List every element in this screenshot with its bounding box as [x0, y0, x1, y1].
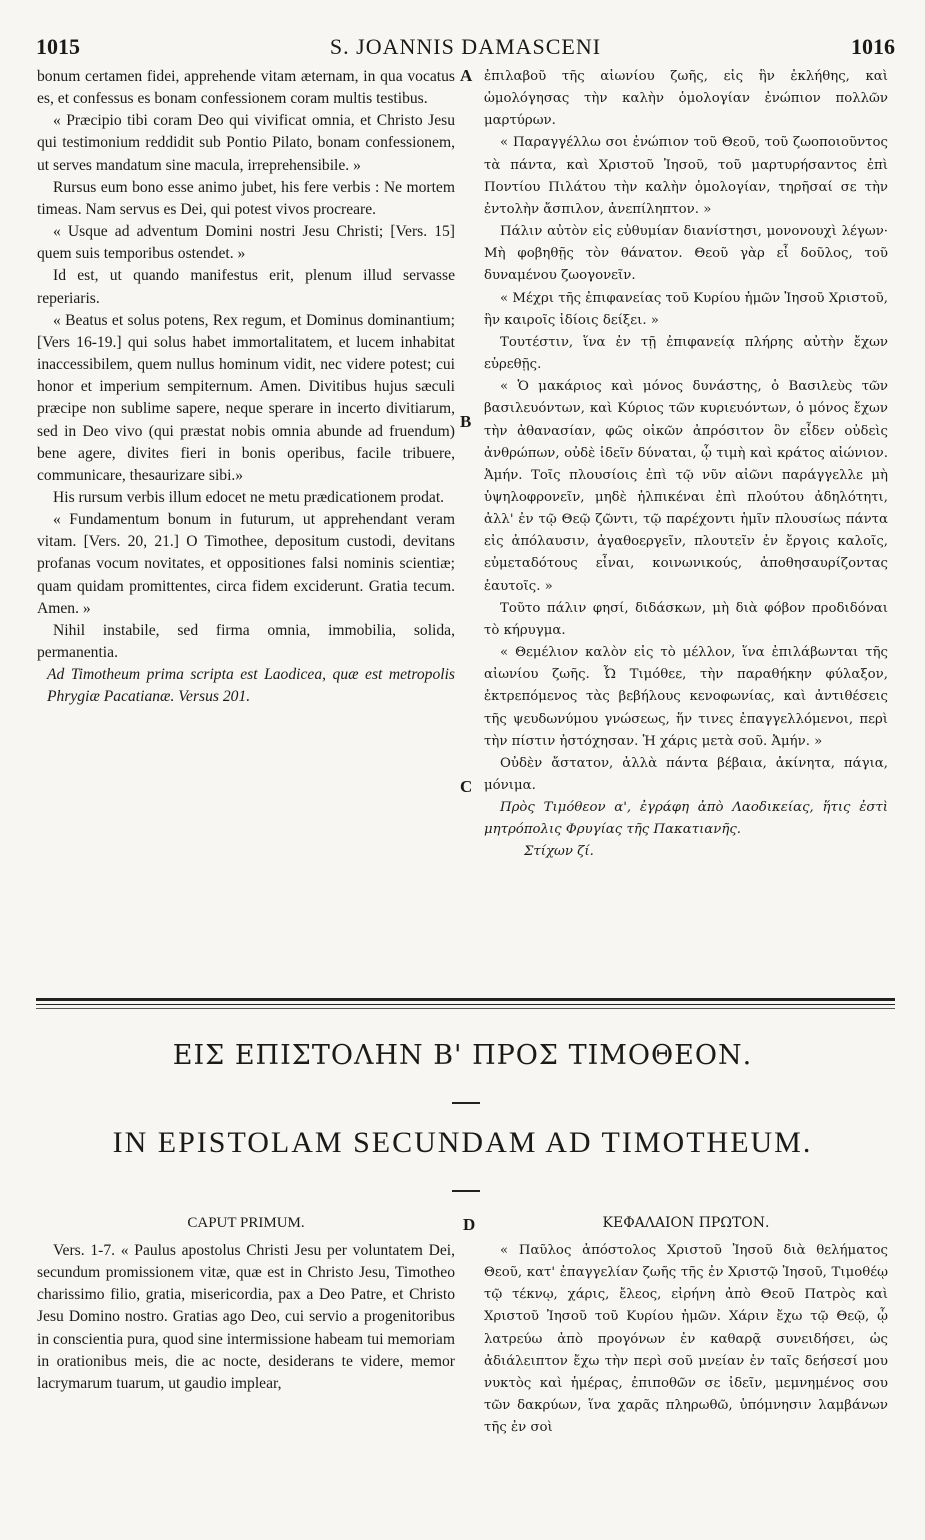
- margin-mark-a: A: [460, 66, 473, 85]
- section-divider-thick: [36, 998, 895, 1001]
- page-number-right: 1016: [851, 34, 895, 59]
- margin-mark-c: C: [460, 777, 473, 796]
- chapter-heading-greek: ΚΕΦΑΛΑΙΟΝ ΠΡΩΤΟΝ.: [602, 1215, 770, 1231]
- greek-column-top: [484, 66, 888, 864]
- section-divider-thin: [36, 1008, 895, 1009]
- section-divider-thin: [36, 1004, 895, 1005]
- greek-subscription: Πρὸς Τιμόθεον α', ἐγράφη ἀπὸ Λαοδικείας, ἥτις ἐστὶ μητρόπολις Φρυγίας τῆς Πακατιανῆς.: [484, 800, 888, 838]
- latin-subscription: Ad Timotheum prima scripta est Laodicea, quæ est metropolis Phrygiæ Pacatianæ. Versus 201.: [47, 666, 455, 706]
- title-separator: [452, 1190, 480, 1192]
- running-title: S. JOANNIS DAMASCENI: [329, 34, 602, 59]
- latin-paragraph: bonum certamen fidei, apprehende vitam æternam, in qua vocatus es, et confessus es bonam confessionem coram multis testibus.: [37, 68, 455, 108]
- greek-paragraph: Πάλιν αὐτὸν εἰς εὐθυμίαν διανίστησι, μονονουχὶ λέγων· Μὴ φοβηθῇς τὸν θάνατον. Θεοῦ γὰρ εἶ δοῦλος, τοῦ δυναμένου ζωογονεῖν.: [484, 224, 888, 284]
- latin-paragraph: « Fundamentum bonum in futurum, ut apprehendant veram vitam. [Vers. 20, 21.] O Timothee, depositum custodi, devitans profanas vocum novitates, et oppositiones falsi nominis scientiæ; quam quidam promittentes, circa fidem exciderunt. Gratia tecum. Amen. »: [37, 511, 455, 617]
- latin-paragraph: Rursus eum bono esse animo jubet, his fere verbis : Ne mortem timeas. Nam servus es Dei, qui potest vivos procreare.: [37, 178, 455, 218]
- greek-paragraph: ἐπιλαβοῦ τῆς αἰωνίου ζωῆς, εἰς ἣν ἐκλήθης, καὶ ὡμολόγησας τὴν καλὴν ὁμολογίαν ἐνώπιον πολλῶν μαρτύρων.: [484, 69, 888, 129]
- greek-paragraph: « Παῦλος ἀπόστολος Χριστοῦ Ἰησοῦ διὰ θελήματος Θεοῦ, κατ' ἐπαγγελίαν ζωῆς τῆς ἐν Χριστῷ Ἰησοῦ, Τιμοθέῳ τῷ τέκνῳ, χάρις, ἔλεος, εἰρήνη ἀπὸ Θεοῦ Πατρὸς καὶ Χριστοῦ Ἰησοῦ τοῦ Κυρίου ἡμῶν. Χάριν ἔχω τῷ Θεῷ, ᾧ λατρεύω ἀπὸ προγόνων ἐν καθαρᾷ συνειδήσει, ὡς ἀδιάλειπτον ἔχω τὴν περὶ σοῦ μνείαν ἐν ταῖς δεήσεσί μου νυκτὸς καὶ ἡμέρας, ἐπιποθῶν σε ἰδεῖν, μεμνημένος σου τῶν δακρύων, ἵνα χαρᾶς πληρωθῶ, ὑπόμνησιν λαμβάνων τῆς ἐν σοὶ: [484, 1243, 888, 1436]
- latin-paragraph: Nihil instabile, sed firma omnia, immobilia, solida, permanentia.: [37, 621, 455, 662]
- page-header: [36, 34, 895, 64]
- title-greek: ΕΙΣ ΕΠΙΣΤΟΛΗΝ Β' ΠΡΟΣ ΤΙΜΟΘΕΟΝ.: [172, 1040, 753, 1071]
- greek-paragraph: « Παραγγέλλω σοι ἐνώπιον τοῦ Θεοῦ, τοῦ ζωοποιοῦντος τὰ πάντα, καὶ Χριστοῦ Ἰησοῦ, τοῦ μαρτυρήσαντος ἐπὶ Ποντίου Πιλάτου τὴν καλὴν ὁμολογίαν, τηρῆσαί σε τὴν ἐντολὴν ἄσπιλον, ἀνεπίληπτον. »: [484, 135, 888, 217]
- greek-paragraph: « Θεμέλιον καλὸν εἰς τὸ μέλλον, ἵνα ἐπιλάβωνται τῆς αἰωνίου ζωῆς. Ὦ Τιμόθεε, τὴν παραθήκην φύλαξον, ἐκτρεπόμενος τὰς βεβήλους κενοφωνίας, καὶ ἀντιθέσεις τῆς ψευδωνύμου γνώσεως, ἥν τινες ἐπαγγελλόμενοι, περὶ τὴν πίστιν ἠστόχησαν. Ἡ χάρις μετὰ σοῦ. Ἀμήν. »: [484, 645, 888, 749]
- latin-paragraph: « Præcipio tibi coram Deo qui vivificat omnia, et Christo Jesu qui testimonium reddidit sub Pontio Pilato, bonam confessionem, ut serves mandatum sine macula, irreprehensibile. »: [37, 112, 455, 174]
- latin-paragraph: « Beatus et solus potens, Rex regum, et Dominus dominantium; [Vers 16-19.] qui solus habet immortalitatem, et lucem inhabitat inaccessibilem, quem nullus hominum vidit, nec videre potest; cui honor et imperium sempiternum. Amen. Divitibus hujus sæculi præcipe non sublime sapere, neque sperare in incerto divitiarum, sed in Deo vivo (qui præstat nobis omnia abunde ad fruendum) bene agere, divites fieri in bonis operibus, facile tribuere, communicare, thesaurizare sibi.»: [37, 311, 455, 484]
- greek-paragraph: Οὐδὲν ἄστατον, ἀλλὰ πάντα βέβαια, ἀκίνητα, πάγια, μόνιμα.: [484, 755, 888, 793]
- greek-paragraph: « Μέχρι τῆς ἐπιφανείας τοῦ Κυρίου ἡμῶν Ἰησοῦ Χριστοῦ, ἣν καιροῖς ἰδίοις δείξει. »: [484, 290, 888, 328]
- latin-column-bottom: [37, 1240, 455, 1395]
- latin-paragraph: Vers. 1-7. « Paulus apostolus Christi Jesu per voluntatem Dei, secundum promissionem vitæ, quæ est in Christo Jesu, Timotheo charissimo filio, gratia, misericordia, pax a Deo Patre, et Christo Jesu Domino nostro. Gratias ago Deo, cui servio a progenitoribus in conscientia pura, quod sine intermissione habeam tui memoriam in orationibus meis, die ac nocte, desiderans te videre, memor lacrymarum tuarum, ut gaudio implear,: [37, 1242, 455, 1392]
- margin-mark-b: B: [460, 412, 472, 431]
- latin-column-top: [37, 66, 455, 709]
- latin-paragraph: Id est, ut quando manifestus erit, plenum illud servasse reperiaris.: [37, 267, 455, 307]
- greek-stichoi: Στίχων ζί.: [524, 844, 594, 860]
- margin-mark-d: D: [463, 1215, 476, 1234]
- greek-paragraph: Τοῦτο πάλιν φησί, διδάσκων, μὴ διὰ φόβον προδιδόναι τὸ κήρυγμα.: [484, 600, 888, 638]
- greek-paragraph: « Ὁ μακάριος καὶ μόνος δυνάστης, ὁ Βασιλεὺς τῶν βασιλευόντων, καὶ Κύριος τῶν κυριευόντων, ὁ μόνος ἔχων τὴν ἀθανασίαν, φῶς οἰκῶν ἀπρόσιτον ὃν εἶδεν οὐδεὶς ἀνθρώπων, οὐδὲ ἰδεῖν δύναται, ᾧ τιμὴ καὶ κράτος αἰώνιον. Ἀμήν. Τοῖς πλουσίοις ἐπὶ τῷ νῦν αἰῶνι παράγγελλε μὴ ὑψηλοφρονεῖν, μηδὲ ἠλπικέναι ἐπὶ πλούτου ἀδηλότητι, ἀλλ' ἐν τῷ Θεῷ ζῶντι, τῷ παρέχοντι ἡμῖν πλουσίως πάντα εἰς ἀπόλαυσιν, ἀγαθοεργεῖν, πλουτεῖν ἐν ἔργοις καλοῖς, εὐμεταδότους εἶναι, κοινωνικούς, ἀποθησαυρίζοντας ἑαυτοῖς. »: [484, 379, 888, 594]
- title-separator: [452, 1102, 480, 1104]
- greek-column-bottom: [484, 1240, 888, 1439]
- latin-paragraph: « Usque ad adventum Domini nostri Jesu Christi; [Vers. 15] quem suis temporibus ostendet. »: [37, 223, 455, 263]
- latin-paragraph: His rursum verbis illum edocet ne metu prædicationem prodat.: [53, 488, 445, 506]
- greek-paragraph: Τουτέστιν, ἵνα ἐν τῇ ἐπιφανείᾳ πλήρης αὐτὴν ἔχων εὑρεθῇς.: [484, 334, 888, 373]
- page-number-left: 1015: [36, 34, 80, 59]
- chapter-heading-latin: CAPUT PRIMUM.: [187, 1215, 305, 1231]
- title-latin: IN EPISTOLAM SECUNDAM AD TIMOTHEUM.: [112, 1126, 813, 1159]
